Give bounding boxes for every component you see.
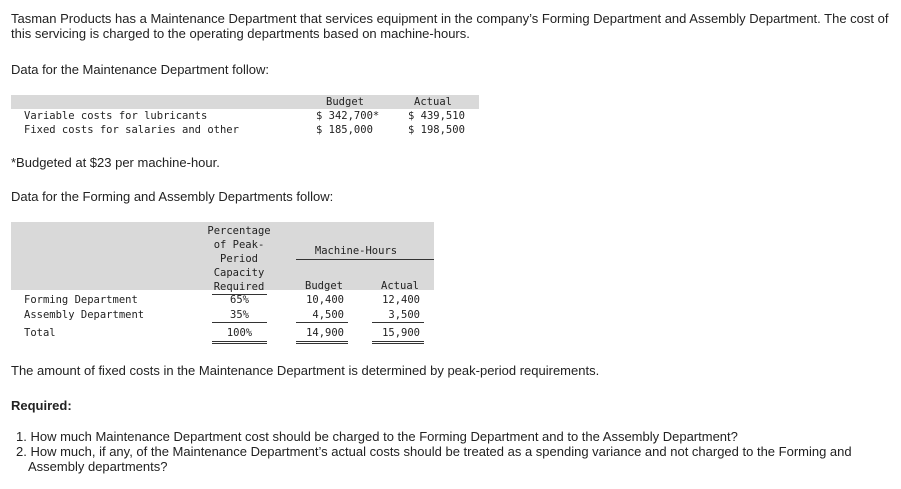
department-row-label: Forming Department (24, 294, 138, 306)
question-item: 1. How much Maintenance Department cost should be charged to the Forming Department and to the Assembly Department? (16, 429, 738, 444)
fixed-costs-note: The amount of fixed costs in the Maintenance Department is determined by peak-period requirements. (11, 363, 600, 378)
department-row-actual: 12,400 (382, 294, 420, 306)
maintenance-row-budget: $ 342,700* (316, 110, 380, 122)
maintenance-row-label: Variable costs for lubricants (24, 110, 208, 122)
budget-double-rule-2 (296, 343, 348, 344)
question-item: 2. How much, if any, of the Maintenance Department’s actual costs should be treated as a spending variance and not charged to the Forming and Assembly departments? (16, 444, 852, 474)
department-row-pct: 65% (230, 294, 249, 306)
actual-double-rule-1 (372, 341, 424, 342)
maintenance-row-actual: $ 198,500 (408, 124, 465, 136)
department-row-label: Assembly Department (24, 309, 145, 321)
department-col-budget: Budget (305, 280, 343, 292)
budget-total-rule (296, 322, 348, 323)
maintenance-data-heading: Data for the Maintenance Department follow: (11, 62, 269, 77)
pct-total-rule (212, 322, 267, 323)
department-row-pct: 35% (230, 309, 249, 321)
maintenance-row-budget: $ 185,000 (316, 124, 373, 136)
intro-paragraph: Tasman Products has a Maintenance Department that services equipment in the company’s Forming Department and Assembly Department. The cost of this servicing is charged to the operating departments based on machine-hours. (11, 11, 889, 41)
maintenance-col-budget: Budget (326, 96, 364, 108)
machine-hours-underline (296, 259, 434, 260)
total-row-label: Total (24, 327, 56, 339)
required-label: Required: (11, 398, 72, 413)
required-questions (11, 429, 881, 474)
machine-hours-header: Machine-Hours (314, 245, 398, 257)
footnote: *Budgeted at $23 per machine-hour. (11, 155, 220, 170)
budget-double-rule-1 (296, 341, 348, 342)
maintenance-row-label: Fixed costs for salaries and other (24, 124, 239, 136)
department-data-heading: Data for the Forming and Assembly Departments follow: (11, 189, 334, 204)
percentage-header: Percentage of Peak- Period Capacity Required (207, 225, 271, 293)
pct-double-rule-1 (212, 341, 267, 342)
actual-total-rule (372, 322, 424, 323)
pct-double-rule-2 (212, 343, 267, 344)
maintenance-row-actual: $ 439,510 (408, 110, 465, 122)
maintenance-col-actual: Actual (414, 96, 452, 108)
total-row-budget: 14,900 (306, 327, 344, 339)
total-row-pct: 100% (226, 327, 253, 339)
department-col-actual: Actual (381, 280, 419, 292)
department-row-budget: 4,500 (312, 309, 344, 321)
department-row-budget: 10,400 (306, 294, 344, 306)
actual-double-rule-2 (372, 343, 424, 344)
total-row-actual: 15,900 (382, 327, 420, 339)
department-row-actual: 3,500 (388, 309, 420, 321)
